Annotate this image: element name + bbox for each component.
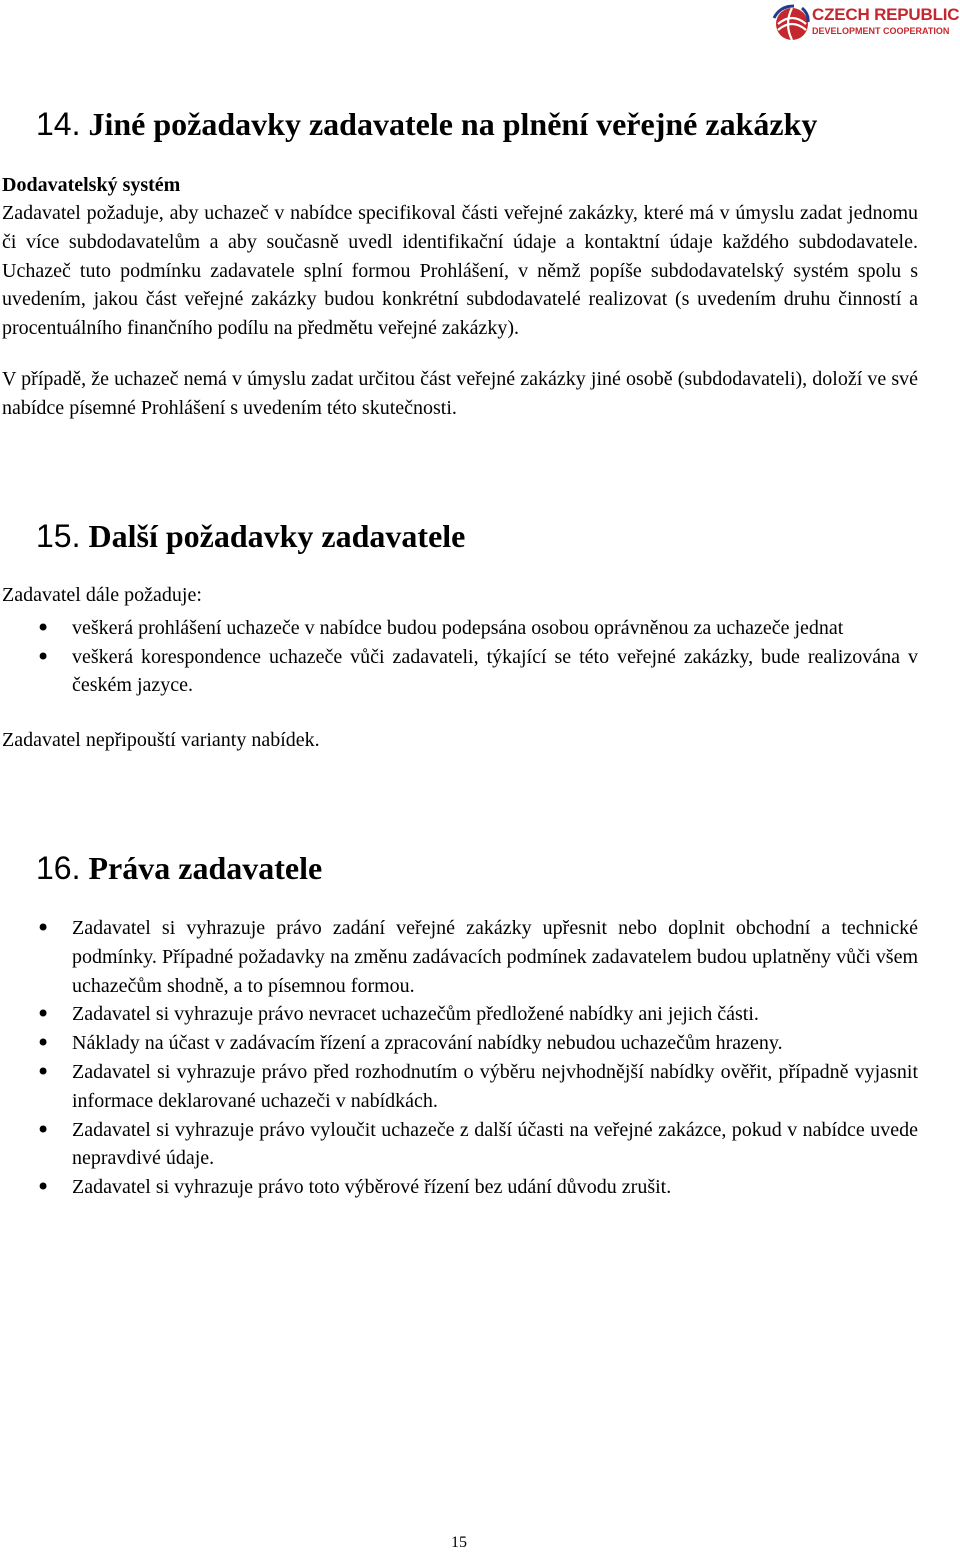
list-item: • veškerá korespondence uchazeče vůči zadavateli, týkající se této veřejné zakázky, bude realizována v českém jazyce. — [2, 643, 918, 701]
czech-development-cooperation-logo — [772, 4, 960, 42]
list-item: • Zadavatel si vyhrazuje právo zadání veřejné zakázky upřesnit nebo doplnit obchodní a technické podmínky. Případné požadavky na změnu zadávacích podmínek zadavatelem budou uplatněny vůči všem uchazečům shodně, a to písemnou formou. — [2, 914, 918, 1000]
list-item: • Zadavatel si vyhrazuje právo vyloučit uchazeče z další účasti na veřejné zakázce, pokud v nabídce uvede nepravdivé údaje. — [2, 1116, 918, 1174]
section-16-number: 16. — [36, 850, 81, 886]
section-15-body — [2, 581, 918, 755]
section-14-title: Jiné požadavky zadavatele na plnění veřejné zakázky — [88, 106, 818, 142]
section-14-body — [2, 171, 918, 423]
list-item: • Zadavatel si vyhrazuje právo před rozhodnutím o výběru nejvhodnější nabídky ověřit, případně vyjasnit informace deklarované uchazeči v nabídkách. — [2, 1058, 918, 1116]
section-14-subheading: Dodavatelský systém — [2, 174, 181, 196]
list-item: • Zadavatel si vyhrazuje právo nevracet uchazečům předložené nabídky ani jejich části. — [2, 1000, 918, 1029]
section-15-number: 15. — [36, 518, 81, 554]
section-15-heading — [36, 516, 465, 556]
section-15-subheading: Zadavatel dále požaduje: — [2, 584, 202, 606]
list-item: • veškerá prohlášení uchazeče v nabídce budou podepsána osobou oprávněnou za uchazeče jednat — [2, 614, 918, 643]
globe-logo-icon — [772, 4, 810, 42]
page-number: 15 — [451, 1534, 467, 1551]
section-14-heading — [36, 104, 817, 144]
section-16-title: Práva zadavatele — [88, 850, 323, 886]
logo-subtitle: DEVELOPMENT COOPERATION — [812, 26, 950, 36]
section-15-title: Další požadavky zadavatele — [88, 518, 466, 554]
list-item: • Zadavatel si vyhrazuje právo toto výběrové řízení bez udání důvodu zrušit. — [2, 1173, 918, 1202]
list-item: • Náklady na účast v zadávacím řízení a zpracování nabídky nebudou uchazečům hrazeny. — [2, 1029, 918, 1058]
section-16-heading — [36, 848, 322, 888]
section-16-body — [2, 914, 918, 1202]
logo-title: CZECH REPUBLIC — [812, 5, 960, 24]
section-15-closing: Zadavatel nepřipouští varianty nabídek. — [2, 729, 320, 752]
section-15-list — [2, 614, 918, 700]
section-16-list — [2, 914, 918, 1202]
section-14-number: 14. — [36, 106, 81, 142]
section-14-paragraph-2: V případě, že uchazeč nemá v úmyslu zadat určitou část veřejné zakázky jiné osobě (subdodavateli), doloží ve své nabídce písemné Prohlášení s uvedením této skutečnosti. — [2, 367, 918, 419]
section-14-paragraph-1: Zadavatel požaduje, aby uchazeč v nabídce specifikoval části veřejné zakázky, které má v úmyslu zadat jednomu či více subdodavatelům a aby současně uvedl identifikační údaje a kontaktní údaje každého subdodavatele. Uchazeč tuto podmínku zadavatele splní formou Prohlášení, v němž popíše subdodavatelský systém spolu s uvedením, jakou část veřejné zakázky budou konkrétní subdodavatelé realizovat (s uvedením druhu činností a procentuálního finančního podílu na předmětu veřejné zakázky). — [2, 202, 918, 340]
